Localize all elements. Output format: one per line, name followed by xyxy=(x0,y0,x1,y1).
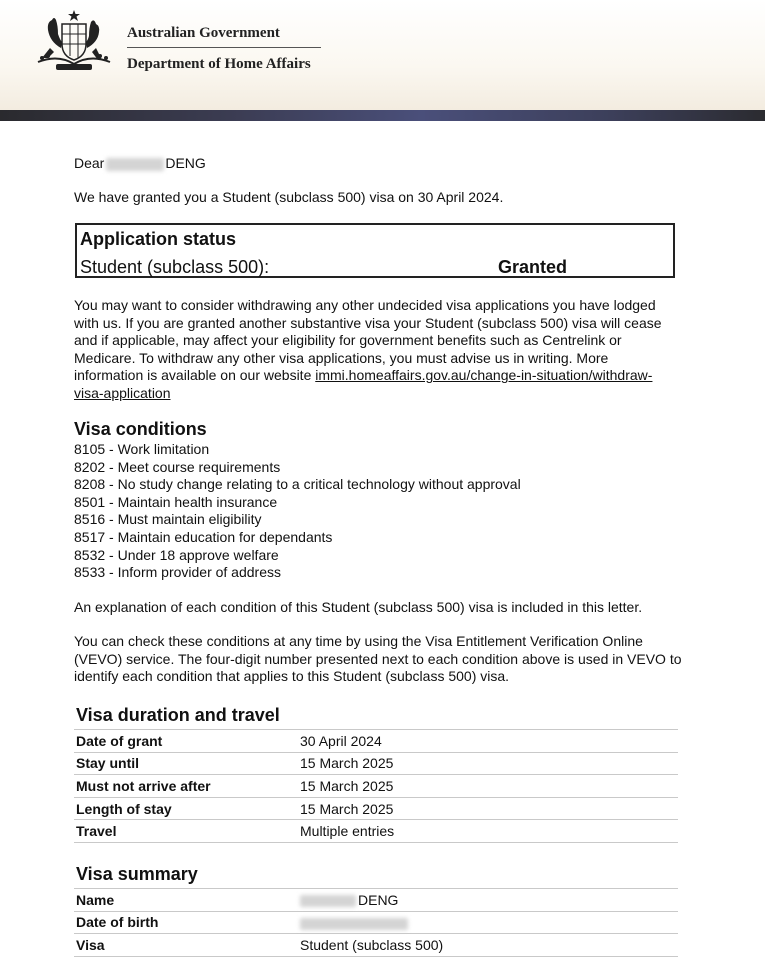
coat-of-arms-icon xyxy=(28,8,120,72)
conditions-heading: Visa conditions xyxy=(74,419,207,439)
application-status-box xyxy=(75,223,675,278)
salutation: Dear DENG xyxy=(74,155,206,171)
row-value: 30 April 2024 xyxy=(298,730,678,753)
condition-item: 8517 - Maintain education for dependants xyxy=(74,528,333,545)
row-value: Student (subclass 500) xyxy=(298,934,678,957)
conditions-explanation: An explanation of each condition of this Student (subclass 500) visa is included in this letter. xyxy=(74,599,643,615)
conditions-list xyxy=(74,441,521,582)
row-label: Name xyxy=(74,889,298,912)
table-row xyxy=(74,730,678,753)
recipient-surname: DENG xyxy=(165,155,206,171)
header-divider xyxy=(127,47,321,48)
table-row xyxy=(74,797,678,820)
row-value xyxy=(298,911,678,934)
condition-item: 8202 - Meet course requirements xyxy=(74,458,281,475)
row-label: Travel xyxy=(74,820,298,843)
status-heading: Application status xyxy=(80,229,237,249)
table-row xyxy=(74,775,678,798)
row-label: Must not arrive after xyxy=(74,775,298,798)
header-band xyxy=(0,110,765,121)
condition-item: 8501 - Maintain health insurance xyxy=(74,493,278,510)
condition-item: 8105 - Work limitation xyxy=(74,441,210,457)
row-value: 15 March 2025 xyxy=(298,797,678,820)
government-name: Australian Government xyxy=(127,25,280,41)
condition-item: 8516 - Must maintain eligibility xyxy=(74,511,262,528)
withdraw-paragraph: You may want to consider withdrawing any other undecided visa applications you have lodged with us. If you are granted another substantive visa your Student (subclass 500) visa will cease and if applicable, may affect your eligibility for government benefits such as Centrelink or Medicare. To withdraw any other visa applications, you must advise us in writing. More information is available on our website immi.homeaffairs.gov.au/change-in-situation/withdraw-visa-application xyxy=(74,297,662,401)
status-value: Granted xyxy=(498,257,568,277)
row-value: Multiple entries xyxy=(298,820,678,843)
table-row xyxy=(74,820,678,843)
condition-item: 8532 - Under 18 approve welfare xyxy=(74,546,279,563)
redacted-given-name xyxy=(106,158,164,171)
vevo-paragraph: You can check these conditions at any time by using the Visa Entitlement Verification Online (VEVO) service. The four-digit number presented next to each condition above is used in VEVO to identify each condition that applies to this Student (subclass 500) visa. xyxy=(74,633,682,685)
table-row xyxy=(74,889,678,912)
row-label: Date of grant xyxy=(74,730,298,753)
row-label: Visa xyxy=(74,934,298,957)
withdraw-link[interactable]: immi.homeaffairs.gov.au/change-in-situation/withdraw-visa-application xyxy=(74,367,653,401)
row-label: Length of stay xyxy=(74,797,298,820)
duration-heading: Visa duration and travel xyxy=(76,705,280,725)
summary-heading: Visa summary xyxy=(76,864,198,884)
redacted-date-of-birth xyxy=(300,918,408,930)
letterhead xyxy=(0,0,765,110)
status-visa-label: Student (subclass 500): xyxy=(80,257,270,277)
row-value: 15 March 2025 xyxy=(298,752,678,775)
table-row xyxy=(74,934,678,957)
row-label: Stay until xyxy=(74,752,298,775)
condition-item: 8208 - No study change relating to a critical technology without approval xyxy=(74,476,521,493)
table-row xyxy=(74,752,678,775)
row-value: 15 March 2025 xyxy=(298,775,678,798)
redacted-given-name xyxy=(300,895,356,907)
row-label: Date of birth xyxy=(74,911,298,934)
table-row xyxy=(74,911,678,934)
summary-table xyxy=(74,888,678,957)
duration-table xyxy=(74,729,678,843)
grant-statement: We have granted you a Student (subclass 500) visa on 30 April 2024. xyxy=(74,189,504,205)
condition-item: 8533 - Inform provider of address xyxy=(74,564,281,581)
row-value: DENG xyxy=(298,889,678,912)
department-name: Department of Home Affairs xyxy=(127,56,311,72)
